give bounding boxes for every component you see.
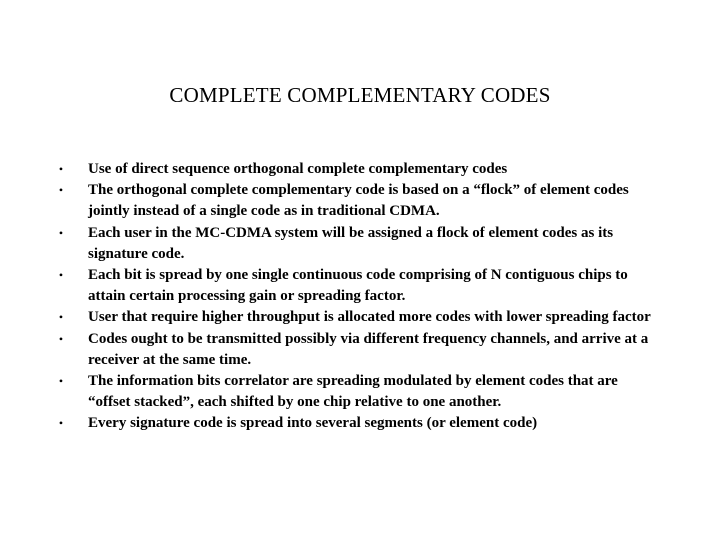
bullet-icon: • (58, 225, 64, 240)
bullet-item (55, 159, 655, 180)
bullet-item (55, 329, 655, 371)
bullet-text: Each user in the MC-CDMA system will be assigned a flock of element codes as its signature code. (88, 224, 614, 262)
bullet-text: Codes ought to be transmitted possibly via different frequency channels, and arrive at a receiver at the same time. (88, 330, 649, 368)
bullet-text: The information bits correlator are spreading modulated by element codes that are “offset stacked”, each shifted by one chip relative to one another. (88, 373, 618, 411)
bullet-text: Use of direct sequence orthogonal complete complementary codes (88, 161, 508, 177)
bullet-list (55, 159, 655, 435)
bullet-text: Each bit is spread by one single continuous code comprising of N contiguous chips to attain certain processing gain or spreading factor. (88, 267, 628, 305)
bullet-icon: • (58, 310, 64, 325)
bullet-item (55, 180, 655, 222)
bullet-text: The orthogonal complete complementary code is based on a “flock” of element codes jointly instead of a single code as in traditional CDMA. (88, 182, 629, 220)
slide-title: COMPLETE COMPLEMENTARY CODES (169, 83, 551, 107)
bullet-icon: • (58, 162, 64, 176)
bullet-item (55, 223, 655, 265)
bullet-icon: • (58, 374, 64, 389)
bullet-icon: • (58, 331, 64, 346)
bullet-icon: • (58, 268, 64, 283)
bullet-icon: • (58, 416, 64, 431)
bullet-item (55, 265, 655, 307)
bullet-text: User that require higher throughput is allocated more codes with lower spreading factor (88, 309, 651, 326)
bullet-item (55, 371, 655, 413)
bullet-text: Every signature code is spread into several segments (or element code) (88, 415, 538, 432)
bullet-icon: • (58, 183, 64, 198)
bullet-item (55, 307, 655, 328)
bullet-item (55, 413, 655, 434)
